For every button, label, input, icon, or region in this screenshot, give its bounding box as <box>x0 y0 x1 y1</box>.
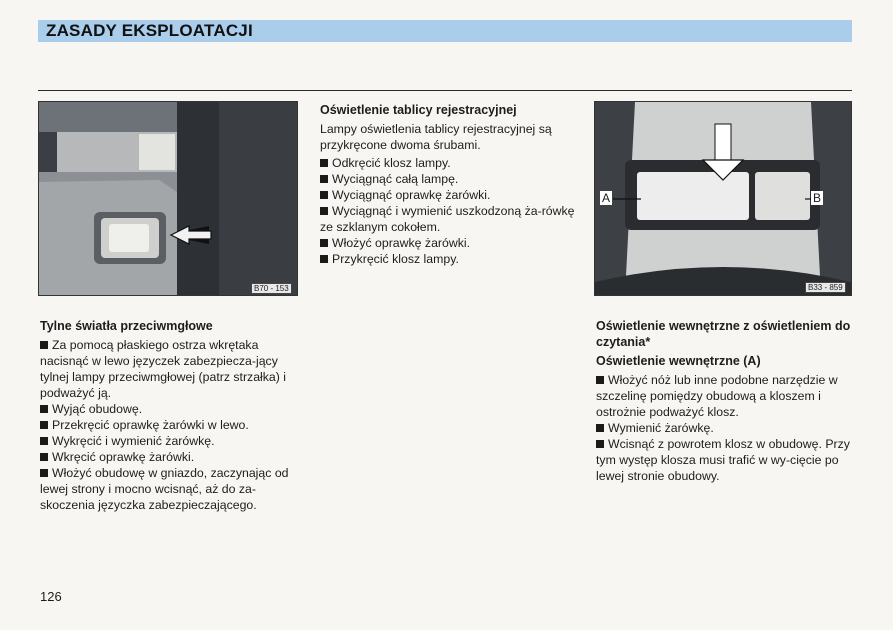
bullet-square-icon <box>596 440 604 448</box>
list-item: Wyjąć obudowę. <box>40 401 298 417</box>
list-item: Odkręcić klosz lampy. <box>320 155 578 171</box>
list-item: Włożyć oprawkę żarówki. <box>320 235 578 251</box>
left-column <box>40 318 298 513</box>
bullet-square-icon <box>40 341 48 349</box>
bullet-square-icon <box>320 255 328 263</box>
bullet-square-icon <box>596 424 604 432</box>
interior-label-b: B <box>813 191 822 205</box>
list-item: Przykręcić klosz lampy. <box>320 251 578 267</box>
list-item: Za pomocą płaskiego ostrza wkrętaka nacisnąć w lewo języczek zabezpiecza-jący tylnej lampy przeciwmgłowej (patrz strzałka) i podważyć ją. <box>40 338 287 400</box>
right-heading: Oświetlenie wewnętrzne z oświetleniem do czytania* <box>596 319 851 349</box>
bullet-square-icon <box>320 239 328 247</box>
page-title: ZASADY EKSPLOATACJI <box>46 21 253 40</box>
list-item: Wkręcić oprawkę żarówki. <box>40 449 298 465</box>
list-item: Włożyć nóż lub inne podobne narzędzie w szczelinę pomiędzy obudową a kloszem i ostrożnie podważyć klosz. <box>596 373 838 419</box>
middle-column <box>320 102 578 267</box>
bullet-square-icon <box>40 437 48 445</box>
header-bar <box>38 20 852 42</box>
list-item: Wcisnąć z powrotem klosz w obudowę. Przy tym występ klosza musi trafić w wy-cięcie po lewej stronie obudowy. <box>596 437 850 483</box>
header-rule <box>38 90 852 91</box>
right-subheading: Oświetlenie wewnętrzne (A) <box>596 354 761 368</box>
figure-code-left: B70 - 153 <box>251 283 292 294</box>
list-item: Włożyć obudowę w gniazdo, zaczynając od lewej strony i mocno wcisnąć, aż do za-skoczenia języczka zabezpieczającego. <box>40 466 289 512</box>
bullet-square-icon <box>40 421 48 429</box>
bullet-square-icon <box>596 376 604 384</box>
rear-fog-lamp-photo <box>38 101 298 296</box>
right-column <box>596 318 854 484</box>
bullet-square-icon <box>320 159 328 167</box>
interior-light-photo <box>594 101 852 296</box>
list-item: Wyciągnąć i wymienić uszkodzoną ża-rówkę ze szklanym cokołem. <box>320 204 575 234</box>
bullet-square-icon <box>320 207 328 215</box>
middle-heading: Oświetlenie tablicy rejestracyjnej <box>320 103 517 117</box>
rear-fog-lamp-illustration <box>39 102 297 295</box>
bullet-square-icon <box>320 191 328 199</box>
interior-label-a: A <box>602 191 611 205</box>
bullet-square-icon <box>40 453 48 461</box>
bullet-square-icon <box>40 405 48 413</box>
list-item: Wyciągnąć oprawkę żarówki. <box>320 187 578 203</box>
bullet-square-icon <box>40 469 48 477</box>
left-heading: Tylne światła przeciwmgłowe <box>40 319 213 333</box>
middle-intro: Lampy oświetlenia tablicy rejestracyjnej są przykręcone dwoma śrubami. <box>320 122 552 152</box>
list-item: Wyciągnąć całą lampę. <box>320 171 578 187</box>
page-number: 126 <box>40 589 62 604</box>
figure-code-right: B33 - 859 <box>805 282 846 293</box>
list-item: Wymienić żarówkę. <box>596 420 854 436</box>
bullet-square-icon <box>320 175 328 183</box>
list-item: Przekręcić oprawkę żarówki w lewo. <box>40 417 298 433</box>
list-item: Wykręcić i wymienić żarówkę. <box>40 433 298 449</box>
